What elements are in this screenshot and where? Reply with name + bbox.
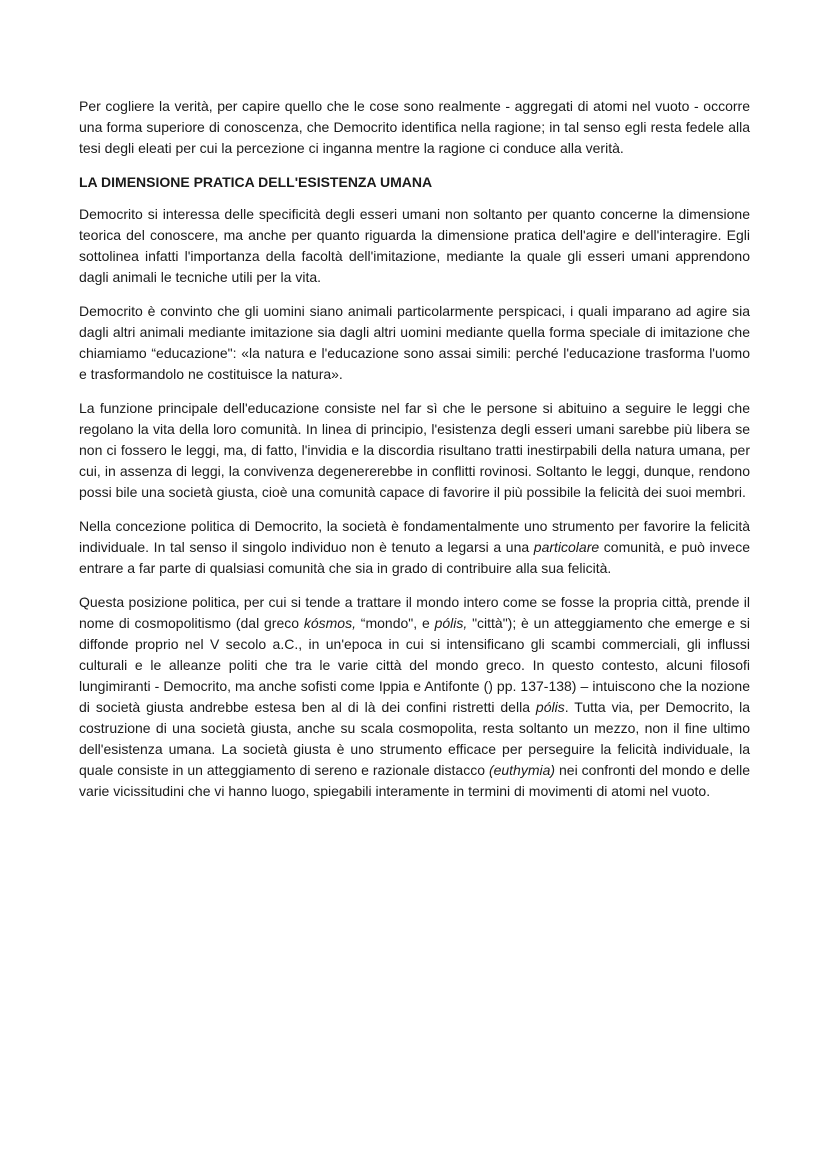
text-span: Questa posizione politica, per cui si tende a trattare il mondo intero come se fosse la propria città, prende il nome di cosmopolitismo (dal greco: [79, 594, 750, 631]
intro-paragraph: Per cogliere la verità, per capire quello che le cose sono realmente - aggregati di atomi nel vuoto - occorre una forma superiore di conoscenza, che Democrito identifica nella ragione; in tal senso egli resta fedele alla tesi degli eleati per cui la percezione ci inganna mentre la ragione ci conduce alla verità.: [79, 98, 750, 156]
text-span: Nella concezione politica di Democrito, la società è fondamentalmente uno strumento per favorire la felicità individuale. In tal senso il singolo individuo non è tenuto a legarsi a una: [79, 518, 750, 555]
text-span: "città"); è un atteggiamento che emerge e si diffonde proprio nel V secolo a.C., in un'epoca in cui si intensificano gli scambi commerciali, gli influssi culturali e le alleanze politi che tra le varie città del mondo greco. In questo contesto, alcuni filosofi lungimiranti - Democrito, ma anche sofisti come Ippia e Antifonte () pp. 137-138) – intuiscono che la nozione di società giusta andrebbe estesa ben al di là dei confini ristretti della: [79, 615, 750, 715]
paragraph-cosmopolitanism: [79, 592, 750, 802]
document-page: [79, 96, 750, 815]
text-span: “mondo", e: [355, 615, 435, 631]
italic-term: (euthymia): [488, 762, 556, 778]
italic-term: particolare: [533, 539, 600, 555]
text-span: . Tutta via, per Democrito, la costruzione di una società giusta, anche su scala cosmopolita, resta soltanto un mezzo, non il fine ultimo dell'esistenza umana. La società giusta è uno strumento efficace per perseguire la felicità individuale, la quale consiste in un atteggiamento di sereno e razionale distacco: [79, 699, 750, 778]
paragraph-society-happiness: [79, 516, 750, 579]
italic-term: pólis,: [434, 615, 468, 631]
section-heading: LA DIMENSIONE PRATICA DELL'ESISTENZA UMANA: [79, 174, 433, 190]
paragraph-imitation: Democrito si interessa delle specificità degli esseri umani non soltanto per quanto concerne la dimensione teorica del conoscere, ma anche per quanto riguarda la dimensione pratica dell'agire e dell'interagire. Egli sottolinea infatti l'importanza della facoltà dell'imitazione, mediante la quale gli esseri umani apprendono dagli animali le tecniche utili per la vita.: [79, 206, 750, 285]
text-span: nei confronti del mondo e delle varie vicissitudini che vi hanno luogo, spiegabili interamente in termini di movimenti di atomi nel vuoto.: [79, 762, 750, 799]
italic-term: pólis: [535, 699, 565, 715]
italic-term: kósmos,: [303, 615, 356, 631]
paragraph-laws: La funzione principale dell'educazione consiste nel far sì che le persone si abituino a seguire le leggi che regolano la vita della loro comunità. In linea di principio, l'esistenza degli esseri umani sarebbe più libera se non ci fossero le leggi, ma, di fatto, l'invidia e la discordia risultano tratti inestirpabili della natura umana, per cui, in assenza di leggi, la convivenza degenererebbe in conflitti rovinosi. Soltanto le leggi, dunque, rendono possi bile una società giusta, cioè una comunità capace di favorire il più possibile la felicità dei suoi membri.: [79, 400, 750, 500]
text-span: comunità, e può invece entrare a far parte di qualsiasi comunità che sia in grado di contribuire alla sua felicità.: [79, 539, 750, 576]
paragraph-education-nature: Democrito è convinto che gli uomini siano animali particolarmente perspicaci, i quali imparano ad agire sia dagli altri animali mediante imitazione sia dagli altri uomini mediante quella forma speciale di imitazione che chiamiamo “educazione": «la natura e l'educazione sono assai simili: perché l'educazione trasforma l'uomo e trasformandolo ne costituisce la natura».: [79, 303, 750, 382]
